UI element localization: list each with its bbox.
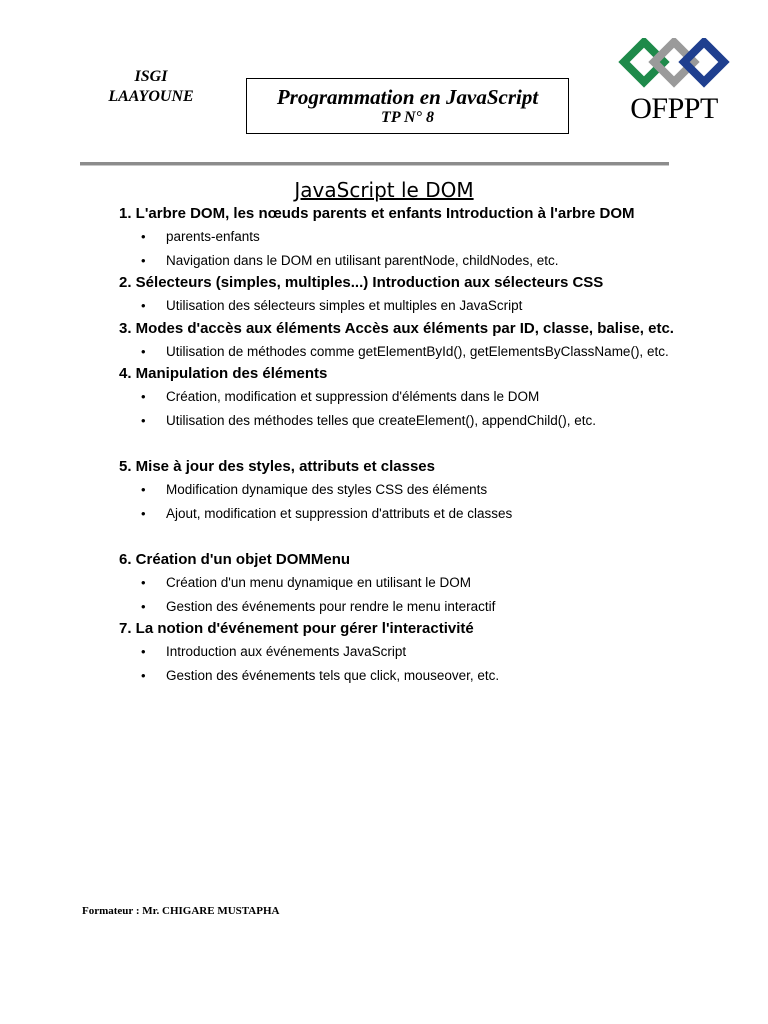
bullet-icon: • (141, 389, 146, 404)
section-items (119, 385, 719, 432)
list-item-text: Utilisation de méthodes comme getElementById(), getElementsByClassName(), etc. (166, 343, 669, 359)
list-item (119, 595, 719, 619)
list-item (119, 249, 719, 273)
section-heading: 2. Sélecteurs (simples, multiples...) Introduction aux sélecteurs CSS (119, 274, 604, 291)
list-item-text: Introduction aux événements JavaScript (166, 644, 407, 659)
list-item-text: Navigation dans le DOM en utilisant parentNode, childNodes, etc. (166, 252, 559, 268)
section-heading: 7. La notion d'événement pour gérer l'interactivité (119, 620, 474, 637)
list-item (119, 409, 719, 433)
section-items (119, 478, 719, 525)
tp-number: TP N° 8 (381, 109, 434, 126)
list-item-text: Gestion des événements tels que click, mouseover, etc. (166, 667, 500, 683)
list-item-text: parents-enfants (166, 229, 260, 244)
section-items (119, 340, 719, 364)
list-item (119, 225, 719, 249)
bullet-icon: • (141, 343, 146, 359)
section-5 (119, 456, 719, 525)
title-box (246, 78, 569, 134)
bullet-icon: • (141, 252, 146, 268)
list-item-text: Utilisation des méthodes telles que createElement(), appendChild(), etc. (166, 412, 596, 428)
section-7 (119, 618, 719, 687)
section-heading: 4. Manipulation des éléments (119, 365, 328, 382)
section-items (119, 225, 719, 272)
school-line-2: LAAYOUNE (108, 88, 194, 105)
bullet-icon: • (141, 412, 146, 428)
school-name (92, 67, 210, 107)
section-heading: 3. Modes d'accès aux éléments Accès aux éléments par ID, classe, balise, etc. (119, 319, 674, 337)
bullet-icon: • (141, 575, 146, 590)
ofppt-logo (616, 38, 732, 128)
bullet-icon: • (141, 598, 146, 614)
list-item-text: Ajout, modification et suppression d'attributs et de classes (166, 505, 513, 521)
bullet-icon: • (141, 298, 146, 313)
bullet-icon: • (141, 229, 146, 244)
section-2 (119, 272, 719, 318)
list-item-text: Gestion des événements pour rendre le menu interactif (166, 598, 496, 614)
section-heading: 1. L'arbre DOM, les nœuds parents et enfants Introduction à l'arbre DOM (119, 205, 635, 222)
list-item-text: Création d'un menu dynamique en utilisant le DOM (166, 575, 471, 590)
footer-trainer: Formateur : Mr. CHIGARE MUSTAPHA (82, 905, 280, 917)
list-item (119, 664, 719, 688)
bullet-icon: • (141, 505, 146, 521)
section-3 (119, 318, 719, 364)
document-title: JavaScript le DOM (294, 178, 474, 202)
header-divider (80, 162, 669, 166)
bullet-icon: • (141, 644, 146, 659)
course-title: Programmation en JavaScript (276, 85, 539, 109)
list-item (119, 571, 719, 595)
logo-text: OFPPT (630, 92, 718, 125)
list-item (119, 478, 719, 502)
section-heading: 5. Mise à jour des styles, attributs et classes (119, 458, 435, 475)
list-item-text: Utilisation des sélecteurs simples et multiples en JavaScript (166, 298, 523, 313)
list-item-text: Modification dynamique des styles CSS des éléments (166, 482, 488, 497)
list-item (119, 340, 719, 364)
list-item (119, 640, 719, 664)
section-6 (119, 549, 719, 618)
list-item (119, 502, 719, 526)
bullet-icon: • (141, 482, 146, 497)
list-item (119, 385, 719, 409)
section-items (119, 294, 719, 318)
section-4 (119, 363, 719, 432)
section-items (119, 571, 719, 618)
section-heading: 6. Création d'un objet DOMMenu (119, 551, 351, 568)
bullet-icon: • (141, 667, 146, 683)
section-1 (119, 203, 719, 272)
section-items (119, 640, 719, 687)
school-line-1: ISGI (134, 68, 168, 85)
logo-diamonds-icon (616, 38, 732, 92)
list-item (119, 294, 719, 318)
sections-list (119, 203, 719, 687)
list-item-text: Création, modification et suppression d'éléments dans le DOM (166, 389, 540, 404)
